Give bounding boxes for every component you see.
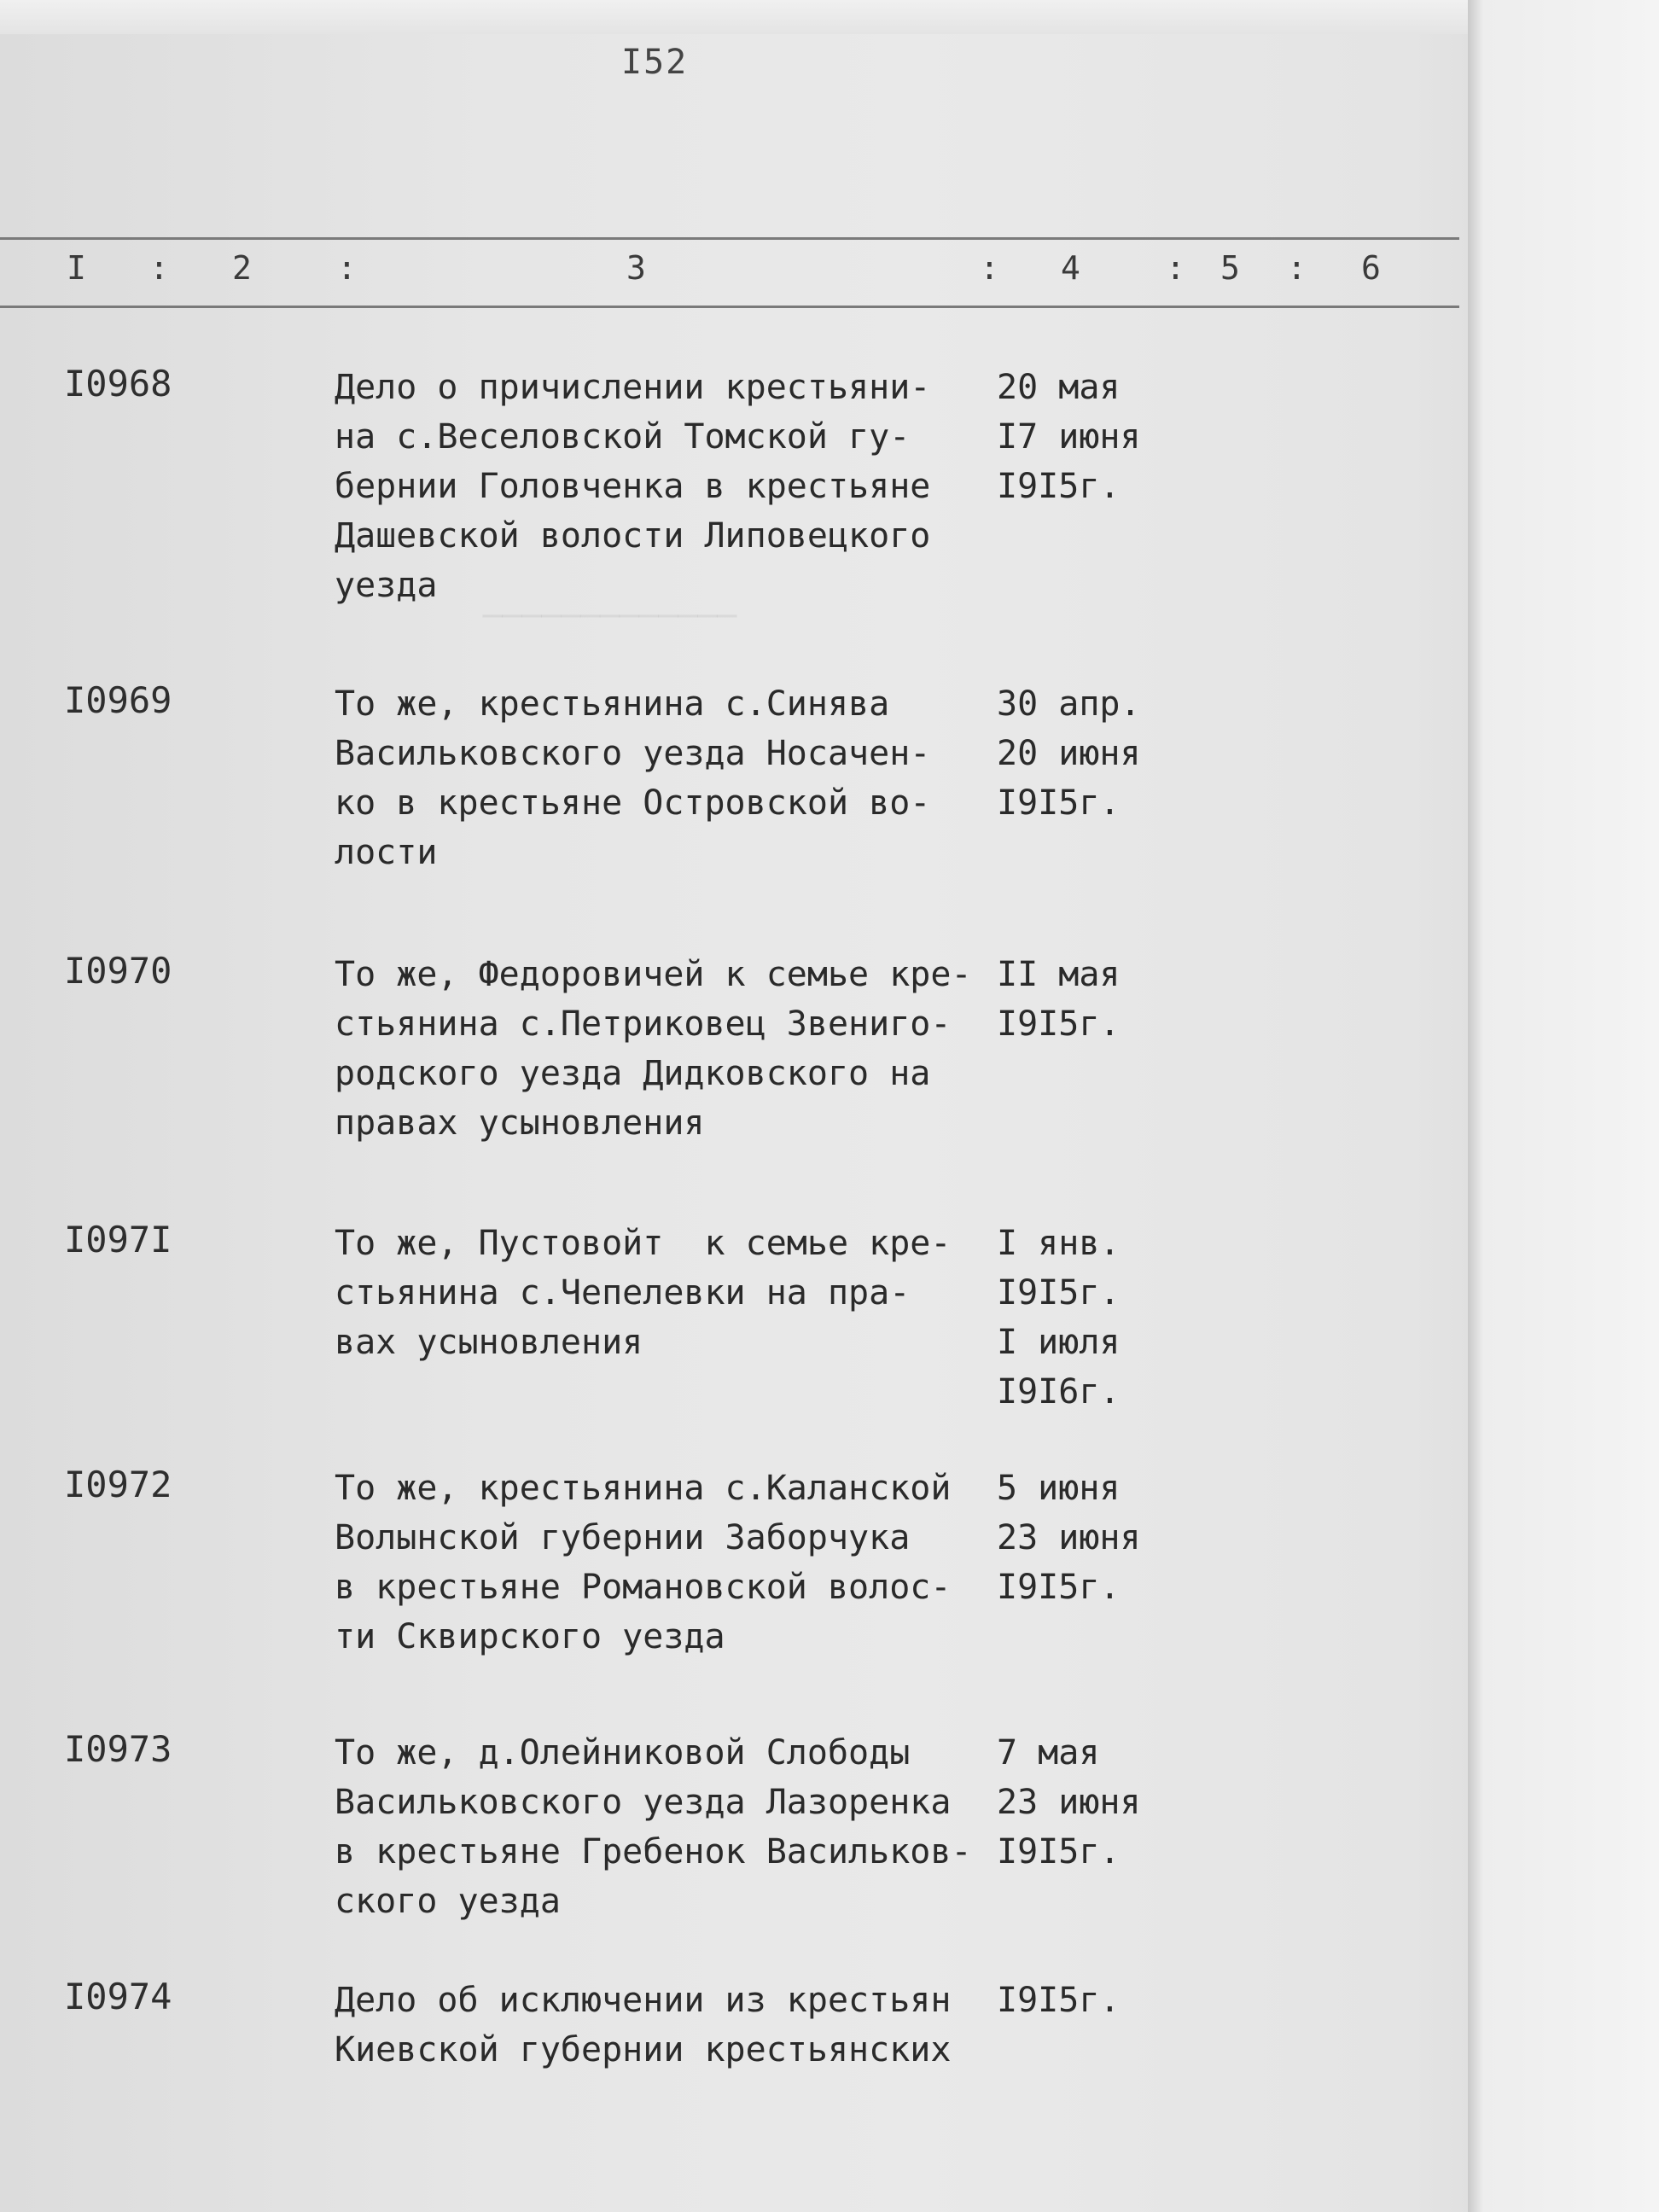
entry-number: I0968: [64, 363, 172, 405]
entry-dates: [997, 1219, 1202, 1417]
description-line: ти Сквирского уезда: [335, 1617, 725, 1656]
paper-top-shade: [0, 0, 1468, 34]
description-line: Киевской губернии крестьянских: [335, 2030, 952, 2069]
entry-dates: [997, 950, 1202, 1049]
date-line: 23 июня: [997, 1518, 1141, 1557]
entry-description: [335, 950, 992, 1148]
date-line: I9I5г.: [997, 1004, 1121, 1044]
column-header-6: 6: [1361, 249, 1381, 287]
date-line: 20 мая: [997, 368, 1121, 407]
description-line: Дело о причислении крестьяни-: [335, 368, 931, 407]
column-separator: :: [1166, 249, 1185, 287]
description-line: вах усыновления: [335, 1323, 643, 1362]
description-line: ского уезда: [335, 1882, 561, 1921]
entry-number: I0969: [64, 679, 172, 721]
date-line: I9I5г.: [997, 1568, 1121, 1607]
entry-dates: [997, 363, 1202, 511]
column-header-2: 2: [232, 249, 252, 287]
date-line: 7 мая: [997, 1733, 1100, 1773]
entry-dates: [997, 1976, 1202, 2025]
entry-description: [335, 679, 992, 877]
entry-number: I097I: [64, 1219, 172, 1260]
description-line: То же, д.Олейниковой Слободы: [335, 1733, 911, 1773]
entry-description: [335, 1464, 992, 1662]
description-line: Васильковского уезда Носачен-: [335, 734, 931, 773]
entry-dates: [997, 1464, 1202, 1612]
date-line: 30 апр.: [997, 684, 1141, 724]
date-line: 23 июня: [997, 1783, 1141, 1822]
description-line: ко в крестьяне Островской во-: [335, 783, 931, 823]
column-separator: :: [1287, 249, 1307, 287]
date-line: I9I6г.: [997, 1372, 1121, 1412]
entry-description: [335, 363, 992, 610]
date-line: I9I5г.: [997, 1832, 1121, 1871]
column-header-3: 3: [626, 249, 646, 287]
bleed-through-text: ─────────────: [307, 597, 737, 635]
description-line: Дело об исключении из крестьян: [335, 1981, 952, 2020]
description-line: в крестьяне Романовской волос-: [335, 1568, 952, 1607]
description-line: Васильковского уезда Лазоренка: [335, 1783, 952, 1822]
description-line: стьянина с.Чепелевки на пра-: [335, 1273, 911, 1313]
date-line: 20 июня: [997, 734, 1141, 773]
description-line: уезда: [335, 566, 438, 605]
description-line: Волынской губернии Заборчука: [335, 1518, 911, 1557]
entry-description: [335, 1728, 992, 1926]
date-line: I июля: [997, 1323, 1121, 1362]
header-top-rule: [0, 237, 1459, 240]
entry-description: [335, 1219, 992, 1367]
description-line: в крестьяне Гребенок Васильков-: [335, 1832, 972, 1871]
description-line: правах усыновления: [335, 1103, 705, 1143]
entry-number: I0974: [64, 1976, 172, 2017]
entry-dates: [997, 679, 1202, 828]
description-line: бернии Головченка в крестьяне: [335, 467, 931, 506]
header-bottom-rule: [0, 306, 1459, 308]
description-line: стьянина с.Петриковец Звениго-: [335, 1004, 952, 1044]
description-line: лости: [335, 833, 438, 872]
description-line: родского уезда Дидковского на: [335, 1054, 931, 1093]
description-line: Дашевской волости Липовецкого: [335, 516, 931, 556]
description-line: То же, Федоровичей к семье кре-: [335, 955, 972, 994]
column-separator: :: [980, 249, 999, 287]
date-line: I7 июня: [997, 417, 1141, 457]
entry-description: [335, 1976, 992, 2075]
entry-dates: [997, 1728, 1202, 1877]
entry-number: I0970: [64, 950, 172, 992]
entry-number: I0973: [64, 1728, 172, 1770]
paper-edge: [1468, 0, 1659, 2212]
column-separator: :: [149, 249, 169, 287]
column-header-1: I: [67, 249, 86, 287]
date-line: I9I5г.: [997, 1981, 1121, 2020]
column-header-4: 4: [1061, 249, 1080, 287]
date-line: I9I5г.: [997, 467, 1121, 506]
entry-number: I0972: [64, 1464, 172, 1505]
column-header-5: 5: [1220, 249, 1240, 287]
page-number: I52: [621, 43, 689, 82]
date-line: I янв.: [997, 1224, 1121, 1263]
date-line: 5 июня: [997, 1469, 1121, 1508]
description-line: То же, крестьянина с.Каланской: [335, 1469, 952, 1508]
description-line: на с.Веселовской Томской гу-: [335, 417, 911, 457]
column-separator: :: [337, 249, 357, 287]
description-line: То же, Пустовойт к семье кре-: [335, 1224, 952, 1263]
date-line: II мая: [997, 955, 1121, 994]
description-line: То же, крестьянина с.Синява: [335, 684, 890, 724]
date-line: I9I5г.: [997, 783, 1121, 823]
date-line: I9I5г.: [997, 1273, 1121, 1313]
